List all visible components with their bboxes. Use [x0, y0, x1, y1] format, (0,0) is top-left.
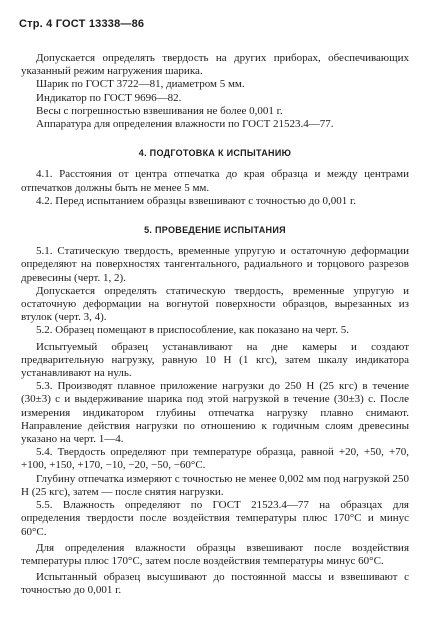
clause-5-4: 5.4. Твердость определяют при температуре образца, равной +20, +50, +70, +100, +150, +170, −10, −20, −50, −60°С.	[21, 446, 409, 472]
equipment-scales: Весы с погрешностью взвешивания не более 0,001 г.	[36, 104, 283, 117]
section-5-title: 5. ПРОВЕДЕНИЕ ИСПЫТАНИЯ	[144, 225, 286, 236]
equipment-list	[21, 78, 409, 131]
clause-5-5-drying: Испытанный образец высушивают до постоянной массы и взвешивают с точностью до 0,001 г.	[21, 571, 409, 597]
clause-5-3: 5.3. Производят плавное приложение нагрузки до 250 Н (25 кгс) в течение (30±3) с и выдерживание шарика под этой нагрузкой в течение (30±3) с. После измерения индикатором глубины отпечатка нагрузку плавно снимают. Направление действия нагрузки по отношению к годичным слоям древесины указано на черт. 1—4.	[21, 380, 409, 446]
equipment-ball: Шарик по ГОСТ 3722—81, диаметром 5 мм.	[36, 78, 245, 91]
clause-5-5-moisture: Для определения влажности образцы взвешивают после воздействия температуры плюс 170°С, затем после воздействия температуры минус 60°С.	[21, 541, 409, 567]
section-4-title: 4. ПОДГОТОВКА К ИСПЫТАНИЮ	[138, 148, 292, 159]
clause-5-5: 5.5. Влажность определяют по ГОСТ 21523.4—77 на образцах для определения твердости после воздействия температуры плюс 170°С и минус 60°С.	[21, 499, 409, 538]
clause-5-1-note: Допускается определять статическую твердость, временные упругую и остаточную деформации на вогнутой поверхности образцов, вырезанных из втулок (черт. 3, 4).	[21, 284, 409, 324]
intro-paragraph: Допускается определять твердость на других приборах, обеспечивающих указанный режим нагружения шарика.	[21, 52, 409, 78]
clause-5-4-detail: Глубину отпечатка измеряют с точностью не менее 0,002 мм под нагрузкой 250 Н (25 кгс), затем — после снятия нагрузки.	[21, 472, 409, 498]
clause-5-2-detail: Испытуемый образец устанавливают на дне камеры и создают предварительную нагрузку, равную 10 Н (1 кгс), затем шкалу индикатора устанавливают на нуль.	[21, 340, 409, 380]
clause-5-2: 5.2. Образец помещают в приспособление, как показано на черт. 5.	[36, 324, 350, 337]
equipment-moisture: Аппаратура для определения влажности по ГОСТ 21523.4—77.	[36, 118, 334, 131]
document-body	[21, 52, 409, 598]
equipment-indicator: Индикатор по ГОСТ 9696—82.	[36, 91, 182, 104]
clause-4-1: 4.1. Расстояния от центра отпечатка до края образца и между центрами отпечатков должны быть не менее 5 мм.	[21, 168, 409, 194]
page-header: Стр. 4 ГОСТ 13338—86	[19, 18, 145, 30]
clause-4-2: 4.2. Перед испытанием образцы взвешивают с точностью до 0,001 г.	[36, 194, 356, 207]
clause-5-1: 5.1. Статическую твердость, временные упругую и остаточную деформации определяют на поверхностях тангентального, радиального и торцового разрезов древесины (черт. 1, 2).	[21, 245, 409, 284]
